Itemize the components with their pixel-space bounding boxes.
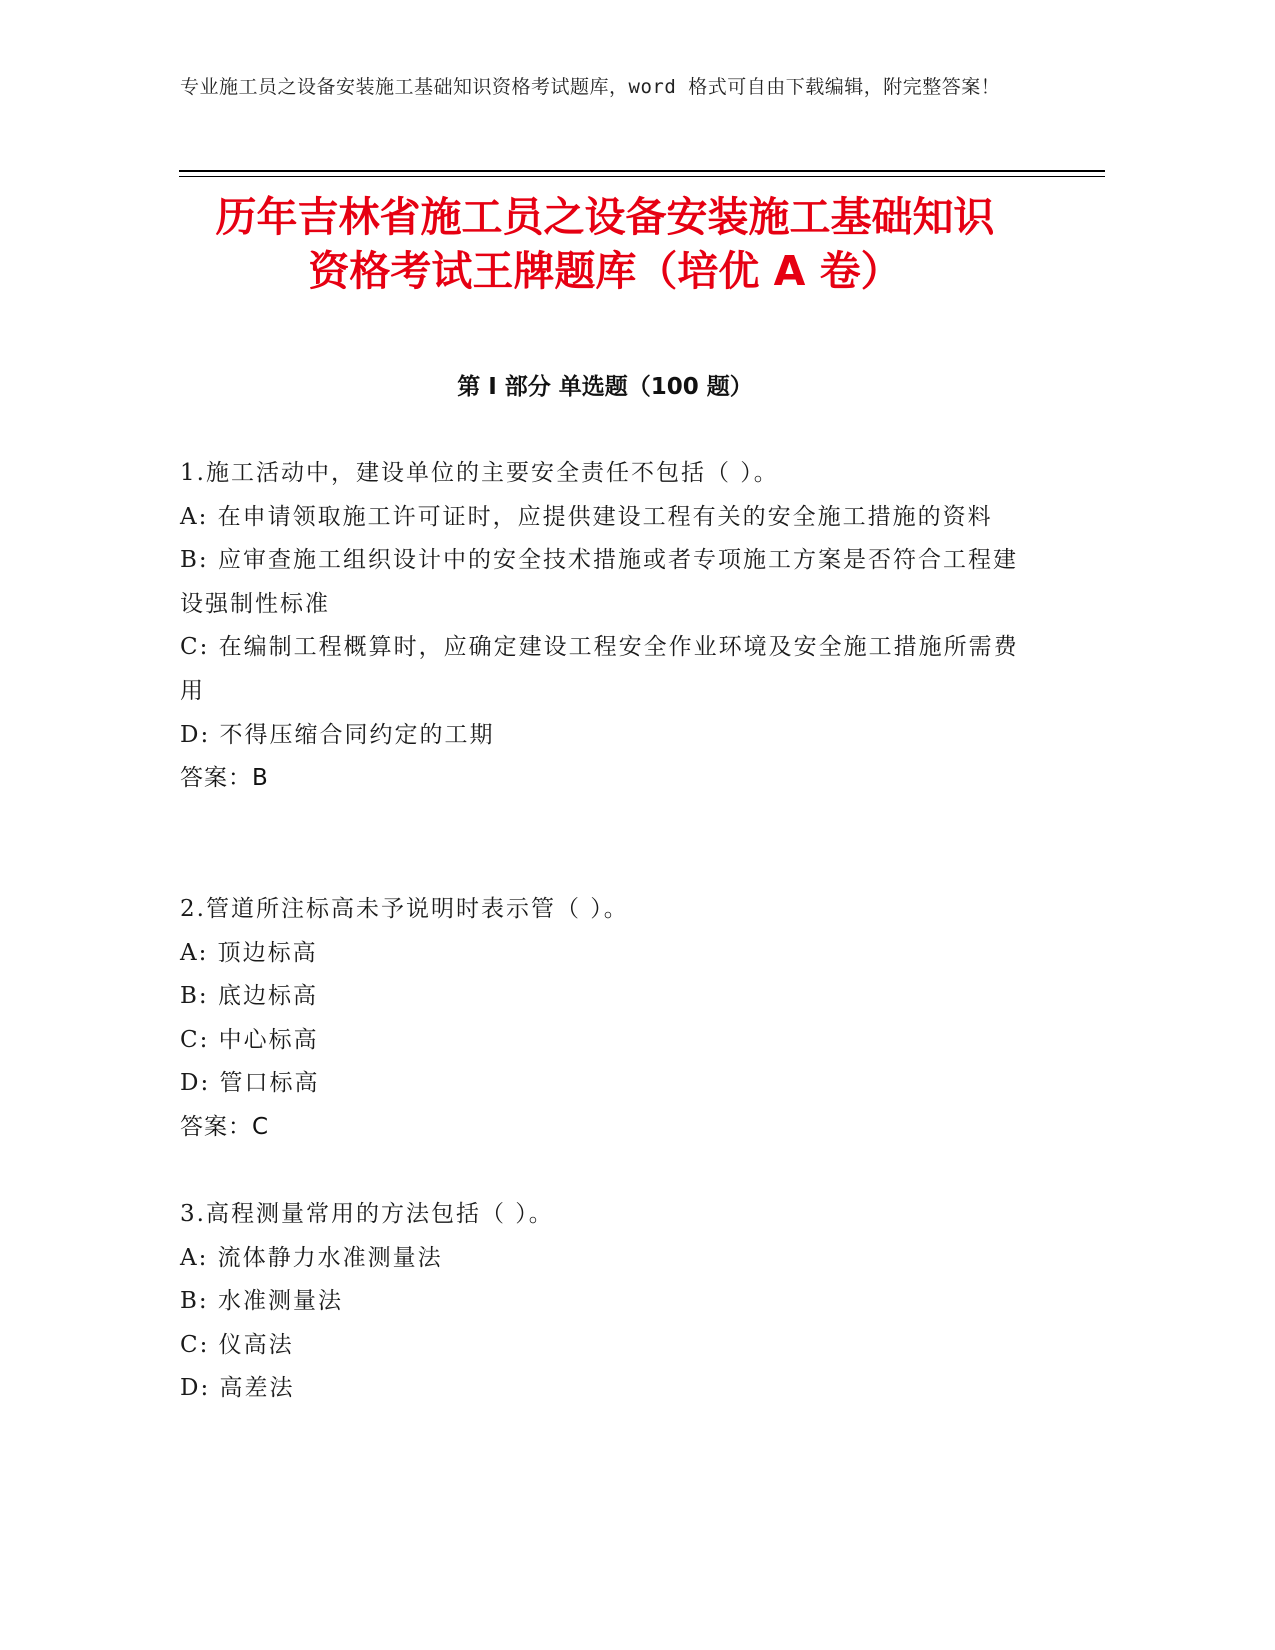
option-a: A: 流体静力水准测量法: [180, 1244, 443, 1271]
header-note: 专业施工员之设备安装施工基础知识资格考试题库，word 格式可自由下载编辑，附完整答案！: [180, 76, 1001, 98]
answer: 答案：C: [180, 1113, 270, 1140]
option-b: B: 应审查施工组织设计中的安全技术措施或者专项施工方案是否符合工程建设强制性标准: [180, 547, 1018, 617]
option-c: C: 中心标高: [180, 1026, 319, 1053]
document-title: [180, 190, 1030, 298]
section-heading: 第 I 部分 单选题（100 题）: [457, 374, 753, 400]
question-stem: 3.高程测量常用的方法包括（ ）。: [180, 1201, 554, 1227]
question-1: [180, 452, 1030, 801]
option-a: A: 在申请领取施工许可证时，应提供建设工程有关的安全施工措施的资料: [180, 503, 993, 530]
option-a: A: 顶边标高: [180, 939, 318, 966]
question-3: [180, 1193, 1030, 1411]
question-stem: 1.施工活动中，建设单位的主要安全责任不包括（ ）。: [180, 460, 779, 486]
document-title-line-1: 历年吉林省施工员之设备安装施工基础知识: [215, 193, 995, 241]
question-2: [180, 888, 1030, 1150]
option-d: D: 高差法: [180, 1375, 295, 1402]
answer: 答案：B: [180, 765, 269, 792]
option-c: C: 在编制工程概算时，应确定建设工程安全作业环境及安全施工措施所需费用: [180, 634, 1019, 704]
document-title-line-2: 资格考试王牌题库（培优 A 卷）: [308, 247, 902, 295]
header-rule-thin: [179, 176, 1105, 177]
option-b: B: 底边标高: [180, 983, 318, 1010]
header-rule-thick: [179, 170, 1105, 172]
option-d: D: 管口标高: [180, 1070, 320, 1097]
question-stem: 2.管道所注标高未予说明时表示管（ ）。: [180, 896, 629, 922]
option-b: B: 水准测量法: [180, 1288, 343, 1315]
option-d: D: 不得压缩合同约定的工期: [180, 721, 495, 748]
option-c: C: 仪高法: [180, 1331, 294, 1358]
